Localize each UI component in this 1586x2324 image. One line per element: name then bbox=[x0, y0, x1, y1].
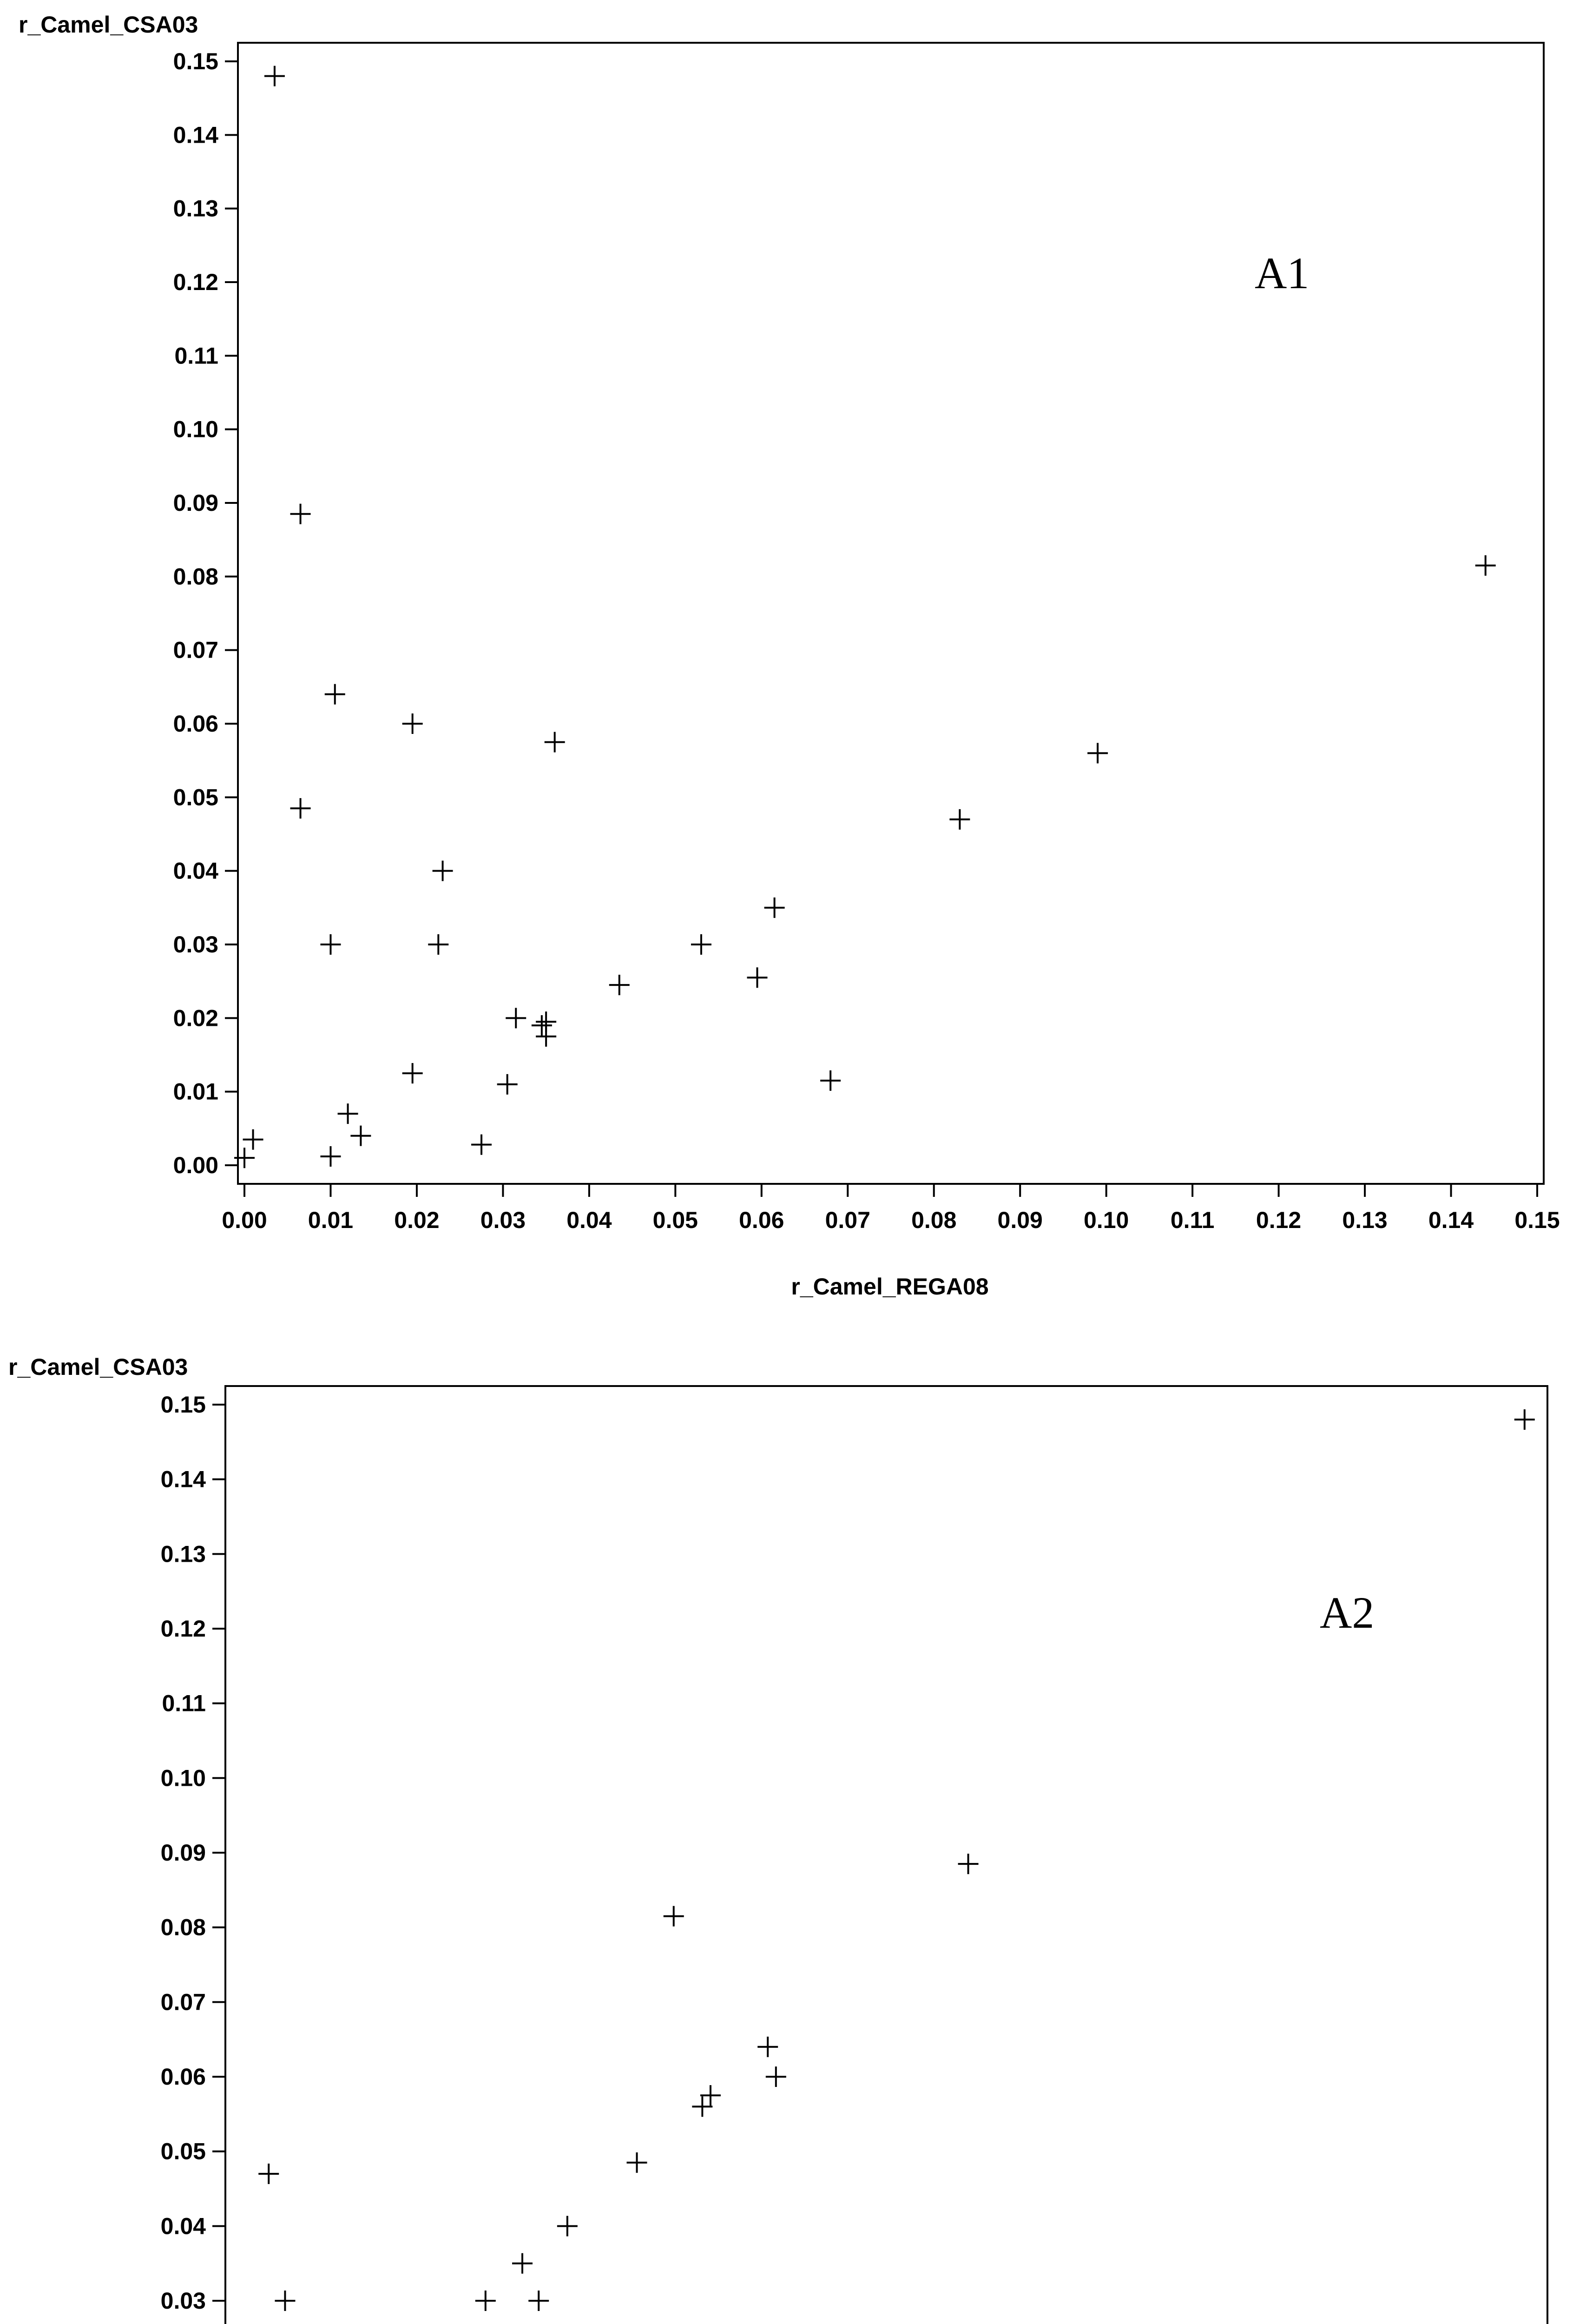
x-tick-label: 0.15 bbox=[1514, 1207, 1560, 1233]
x-tick-label: 0.06 bbox=[739, 1207, 784, 1233]
x-tick-label: 0.00 bbox=[222, 1207, 267, 1233]
y-tick-label: 0.10 bbox=[160, 1765, 206, 1791]
x-tick-label: 0.05 bbox=[652, 1207, 698, 1233]
y-tick-label: 0.11 bbox=[162, 1690, 206, 1717]
y-tick-label: 0.03 bbox=[173, 931, 218, 957]
y-tick-label: 0.09 bbox=[160, 1840, 206, 1866]
y-tick-label: 0.11 bbox=[174, 343, 218, 369]
y-tick-label: 0.13 bbox=[160, 1541, 206, 1567]
y-tick-label: 0.08 bbox=[160, 1914, 206, 1941]
y-tick-label: 0.08 bbox=[173, 563, 218, 590]
y-axis-title: r_Camel_CSA03 bbox=[19, 12, 198, 38]
x-tick-label: 0.11 bbox=[1170, 1207, 1215, 1233]
x-tick-label: 0.09 bbox=[997, 1207, 1043, 1233]
y-tick-label: 0.09 bbox=[173, 490, 218, 516]
panel-label: A1 bbox=[1255, 248, 1310, 298]
x-axis-title: r_Camel_REGA08 bbox=[791, 1274, 989, 1300]
panel-label: A2 bbox=[1320, 1588, 1375, 1637]
y-tick-label: 0.05 bbox=[160, 2138, 206, 2165]
y-tick-label: 0.01 bbox=[173, 1078, 218, 1105]
x-tick-label: 0.12 bbox=[1256, 1207, 1302, 1233]
y-tick-label: 0.06 bbox=[173, 711, 218, 737]
y-tick-label: 0.00 bbox=[173, 1152, 218, 1178]
x-tick-label: 0.10 bbox=[1084, 1207, 1129, 1233]
y-tick-label: 0.12 bbox=[160, 1616, 206, 1642]
y-tick-label: 0.15 bbox=[173, 48, 218, 74]
x-tick-label: 0.07 bbox=[825, 1207, 870, 1233]
y-tick-label: 0.13 bbox=[173, 195, 218, 222]
y-tick-label: 0.15 bbox=[160, 1392, 206, 1418]
x-tick-label: 0.03 bbox=[480, 1207, 526, 1233]
y-axis-title: r_Camel_CSA03 bbox=[8, 1354, 188, 1380]
y-tick-label: 0.14 bbox=[173, 122, 218, 148]
y-tick-label: 0.05 bbox=[173, 784, 218, 811]
y-tick-label: 0.04 bbox=[160, 2213, 206, 2239]
y-tick-label: 0.02 bbox=[173, 1005, 218, 1031]
y-tick-label: 0.07 bbox=[173, 637, 218, 663]
x-tick-label: 0.01 bbox=[308, 1207, 354, 1233]
x-tick-label: 0.14 bbox=[1428, 1207, 1474, 1233]
x-tick-label: 0.04 bbox=[566, 1207, 612, 1233]
y-tick-label: 0.12 bbox=[173, 269, 218, 295]
x-tick-label: 0.13 bbox=[1342, 1207, 1388, 1233]
y-tick-label: 0.10 bbox=[173, 416, 218, 442]
y-tick-label: 0.06 bbox=[160, 2064, 206, 2090]
y-tick-label: 0.07 bbox=[160, 1989, 206, 2015]
y-tick-label: 0.03 bbox=[160, 2288, 206, 2314]
x-tick-label: 0.02 bbox=[394, 1207, 440, 1233]
x-tick-label: 0.08 bbox=[911, 1207, 957, 1233]
y-tick-label: 0.14 bbox=[160, 1466, 206, 1492]
y-tick-label: 0.04 bbox=[173, 858, 218, 884]
